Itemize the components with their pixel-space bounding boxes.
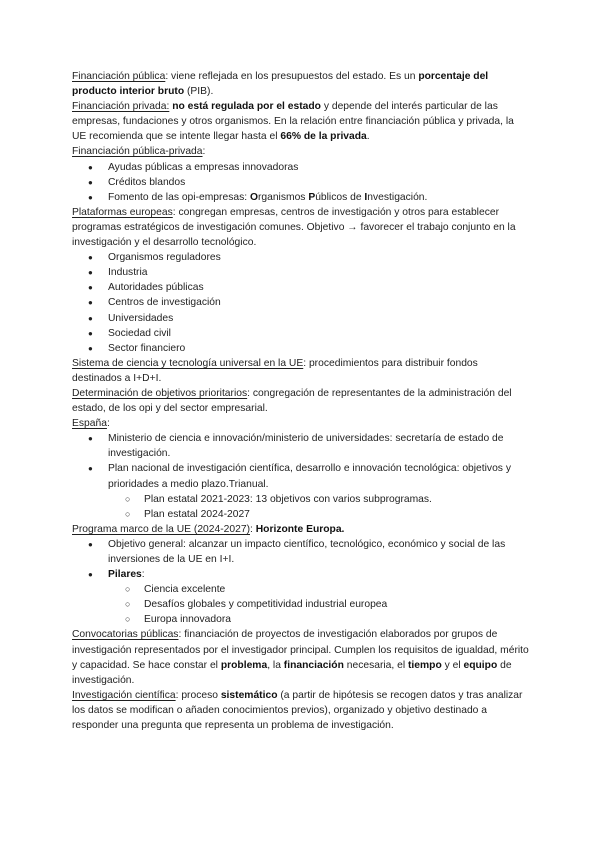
document-page <box>72 69 530 733</box>
list-item: ● Ayudas públicas a empresas innovadoras <box>72 160 530 175</box>
text: y el <box>441 659 464 671</box>
sublist-pilares <box>108 582 530 627</box>
list-item: ● Sector financiero <box>72 341 530 356</box>
bold-letter: O <box>249 191 258 203</box>
list-item: ● Organismos reguladores <box>72 250 530 265</box>
bold-text: Pilares <box>108 569 142 581</box>
text: : <box>141 569 145 581</box>
text: : congregación de representantes de la administración del estado, de los opi y del sector empresarial. <box>72 387 512 415</box>
term-financiacion-publica: Financiación pública <box>72 71 166 82</box>
text: : <box>165 71 169 82</box>
text: : <box>250 523 256 535</box>
sublist-item: ○ Desafíos globales y competitividad industrial europea <box>108 597 530 612</box>
text: : financiación de proyectos de investigación elaborados por grupos de investigación representados por el investigador principal. Cumplen los requisitos de igualdad, mérito y capacidad. Se hace constar el <box>72 629 529 671</box>
term-espana: España <box>72 418 107 430</box>
list-item: ● Centros de investigación <box>72 295 530 310</box>
paragraph-financiacion-privada <box>72 99 530 144</box>
paragraph-programa <box>72 522 530 537</box>
paragraph-financiacion-mixta <box>72 144 530 159</box>
text: : congregan empresas, centros de investigación y otros para establecer programas estratégicos de investigación comunes. Objetivo → favorecer el trabajo conjunto en la investigación y el desarrollo tecnológico. <box>72 206 516 249</box>
text: Fomento de las opi-empresas: <box>108 191 250 203</box>
term-programa: Programa marco de la UE (2024-2027) <box>72 523 250 535</box>
term-financiacion-privada: Financiación privada: <box>72 101 170 113</box>
term-investigacion: Investigación científica <box>72 689 176 701</box>
text: de investigación. <box>72 659 512 686</box>
paragraph-sistema <box>72 356 530 386</box>
bold-text: tiempo <box>407 659 442 671</box>
list-item: ● Sociedad civil <box>72 326 530 341</box>
list-item: ● Créditos blandos <box>72 175 530 190</box>
list-item: ● Autoridades públicas <box>72 280 530 295</box>
list-item <box>72 461 530 521</box>
text: y depende del interés particular de las empresas, fundaciones y otros organismos. En la relación entre financiación pública y privada, la UE recomienda que se intente llegar hasta el <box>72 101 514 143</box>
paragraph-plataformas <box>72 205 530 250</box>
paragraph-financiacion-publica <box>72 69 530 99</box>
bold-text: equipo <box>463 659 498 671</box>
bold-letter: P <box>308 191 316 203</box>
list-espana <box>72 431 530 522</box>
paragraph-espana <box>72 416 530 431</box>
bold-text: financiación <box>283 659 344 671</box>
list-item-pilares <box>72 567 530 627</box>
sublist-item: ○ Plan estatal 2024-2027 <box>108 507 530 522</box>
text: : <box>202 146 206 158</box>
paragraph-determinacion <box>72 386 530 416</box>
term-convocatorias: Convocatorias públicas <box>72 629 179 641</box>
text: . <box>366 131 370 143</box>
text: : <box>106 418 110 430</box>
term-financiacion-mixta: Financiación pública-privada <box>72 146 203 158</box>
bold-letter: I <box>364 191 368 203</box>
term-determinacion: Determinación de objetivos prioritarios <box>72 387 248 399</box>
text: , la <box>267 659 284 671</box>
list-item: ● Objetivo general: alcanzar un impacto científico, tecnológico, económico y social de las inversiones de la UE en I+I. <box>72 537 530 567</box>
term-sistema: Sistema de ciencia y tecnología universal en la UE <box>72 357 304 369</box>
paragraph-investigacion <box>72 688 530 733</box>
text: úblicos de <box>315 191 365 203</box>
bold-text: problema <box>220 659 268 671</box>
list-programa <box>72 537 530 628</box>
text: (PIB). <box>184 86 214 98</box>
text: nvestigación. <box>367 191 428 203</box>
list-item-opi <box>72 190 530 205</box>
sublist-item: ○ Ciencia excelente <box>108 582 530 597</box>
sublist-planes <box>108 492 530 522</box>
bold-text: no está regulada por el estado <box>172 101 321 113</box>
text: rganismos <box>257 191 309 203</box>
text: : proceso <box>175 689 221 701</box>
list-plataformas <box>72 250 530 356</box>
list-item: ● Universidades <box>72 311 530 326</box>
sublist-item: ○ Europa innovadora <box>108 612 530 627</box>
bold-text: porcentaje del producto interior bruto <box>72 71 489 98</box>
list-financiacion-mixta <box>72 160 530 205</box>
bold-text: sistemático <box>220 689 278 701</box>
paragraph-convocatorias <box>72 627 530 687</box>
bold-text: 66% de la privada <box>280 131 367 143</box>
text: Plan nacional de investigación científica, desarrollo e innovación tecnológica: objetivos y prioridades a medio plazo.Trianual. <box>108 463 511 490</box>
sublist-item: ○ Plan estatal 2021-2023: 13 objetivos con varios subprogramas. <box>108 492 530 507</box>
text: viene reflejada en los presupuestos del estado. Es un <box>168 71 419 82</box>
text: : procedimientos para distribuir fondos destinados a I+D+I. <box>72 357 478 384</box>
bold-text: Horizonte Europa. <box>255 523 345 535</box>
text: (a partir de hipótesis se recogen datos y tras analizar los datos se modifican o añaden conocimientos previos), organizado y objetivo destinado a responder una pregunta que representa un problema de investigación. <box>72 689 523 732</box>
term-plataformas: Plataformas europeas <box>72 206 173 218</box>
list-item: ● Ministerio de ciencia e innovación/ministerio de universidades: secretaría de estado de investigación. <box>72 431 530 461</box>
list-item: ● Industria <box>72 265 530 280</box>
text: necesaria, el <box>343 659 408 671</box>
